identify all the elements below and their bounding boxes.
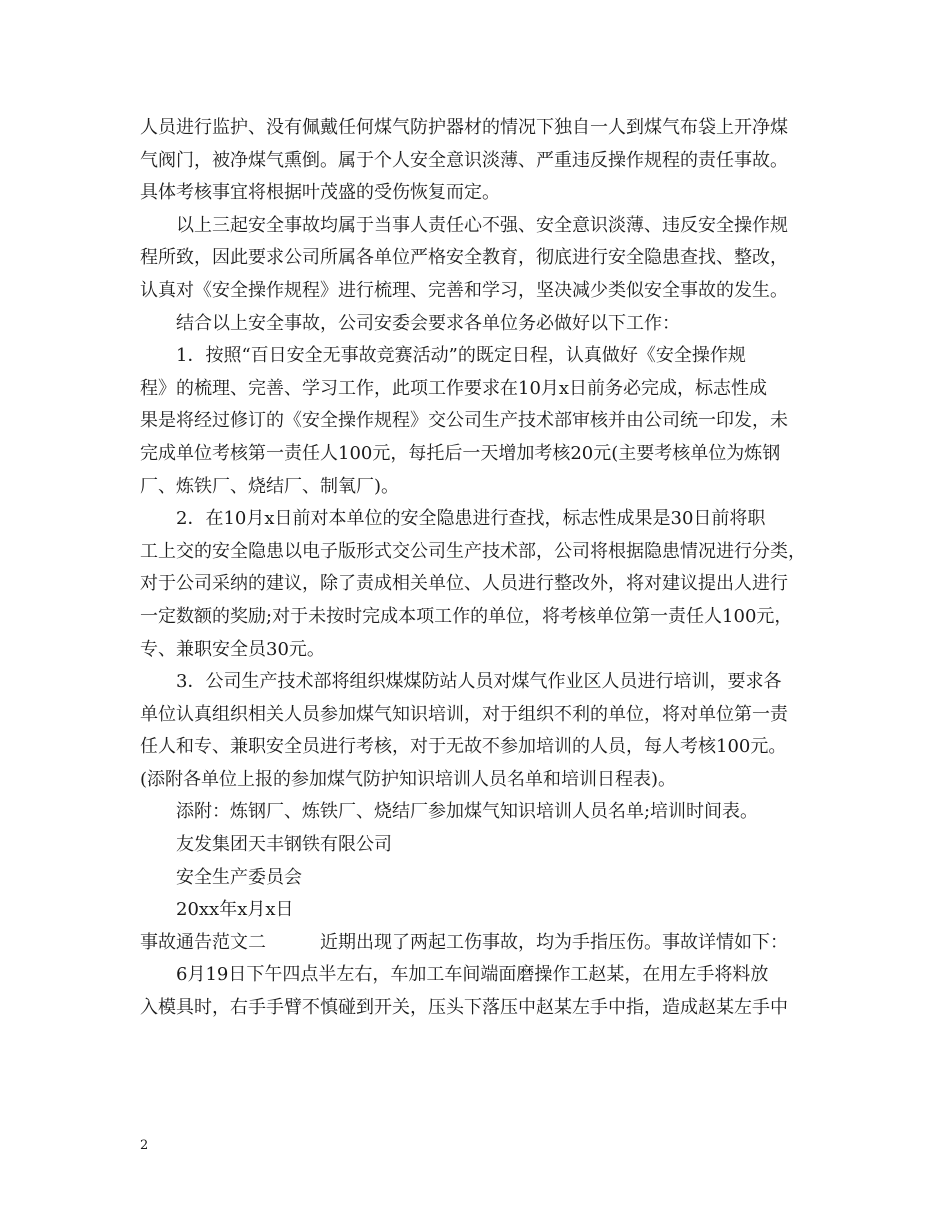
list-item-1: 1．按照“百日安全无事故竞赛活动”的既定日程，认真做好《安全操作规 (176, 345, 746, 367)
text-line: 工上交的安全隐患以电子版形式交公司生产技术部，公司将根据隐患情况进行分类， (140, 540, 806, 562)
document-body (140, 112, 830, 1025)
text-line: 厂、炼铁厂、烧结厂、制氧厂)。 (140, 475, 400, 497)
notice-heading: 事故通告范文二 (140, 931, 266, 953)
text-line: (添附各单位上报的参加煤气防护知识培训人员名单和培训日程表)。 (140, 768, 677, 790)
page-number: 2 (140, 1138, 149, 1153)
paragraph-start: 结合以上安全事故，公司安委会要求各单位务必做好以下工作： (176, 312, 680, 334)
text-line: 入模具时，右手手臂不慎碰到开关，压头下落压中赵某左手中指，造成赵某左手中 (140, 997, 788, 1019)
notice-heading-line (140, 927, 830, 960)
list-item-2: 2．在10月x日前对本单位的安全隐患进行查找，标志性成果是30日前将职 (176, 508, 766, 530)
text-line: 专、兼职安全员30元。 (140, 638, 325, 660)
text-line: 程》的梳理、完善、学习工作，此项工作要求在10月x日前务必完成，标志性成 (140, 377, 768, 399)
text-line: 对于公司采纳的建议，除了责成相关单位、人员进行整改外，将对建议提出人进行 (140, 573, 788, 595)
committee-name: 安全生产委员会 (176, 866, 302, 888)
paragraph-start: 6月19日下午四点半左右，车加工车间端面磨操作工赵某，在用左手将料放 (176, 964, 769, 986)
text-line: 一定数额的奖励;对于未按时完成本项工作的单位，将考核单位第一责任人100元， (140, 605, 793, 627)
text-line: 任人和专、兼职安全员进行考核，对于无故不参加培训的人员，每人考核100元。 (140, 736, 787, 758)
text-line: 具体考核事宜将根据叶茂盛的受伤恢复而定。 (140, 182, 500, 204)
text-line: 单位认真组织相关人员参加煤气知识培训，对于组织不利的单位，将对单位第一责 (140, 703, 788, 725)
text-line: 人员进行监护、没有佩戴任何煤气防护器材的情况下独自一人到煤气布袋上开净煤 (140, 117, 788, 138)
company-name: 友发集团天丰钢铁有限公司 (176, 834, 392, 856)
notice-intro: 近期出现了两起工伤事故，均为手指压伤。事故详情如下： (320, 931, 788, 953)
text-line: 完成单位考核第一责任人100元，每托后一天增加考核20元(主要考核单位为炼钢 (140, 442, 781, 464)
list-item-3: 3．公司生产技术部将组织煤煤防站人员对煤气作业区人员进行培训，要求各 (176, 671, 782, 693)
text-line: 认真对《安全操作规程》进行梳理、完善和学习，坚决减少类似安全事故的发生。 (140, 279, 788, 301)
attachment-note: 添附：炼钢厂、炼铁厂、烧结厂参加煤气知识培训人员名单;培训时间表。 (176, 801, 759, 823)
document-date: 20xx年x月x日 (176, 899, 294, 921)
text-line: 程所致，因此要求公司所属各单位严格安全教育，彻底进行安全隐患查找、整改， (140, 247, 788, 269)
paragraph-start: 以上三起安全事故均属于当事人责任心不强、安全意识淡薄、违反安全操作规 (176, 214, 788, 236)
text-line: 果是将经过修订的《安全操作规程》交公司生产技术部审核并由公司统一印发，未 (140, 410, 788, 432)
text-line: 气阀门，被净煤气熏倒。属于个人安全意识淡薄、严重违反操作规程的责任事故。 (140, 149, 788, 171)
